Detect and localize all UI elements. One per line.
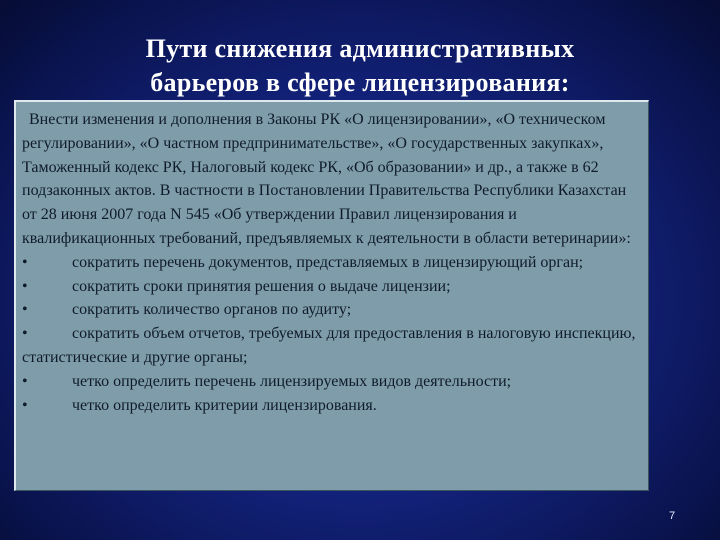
bullet-icon: • (22, 372, 28, 390)
bullet-item (22, 298, 642, 322)
bullet-item (22, 370, 642, 394)
slide-title-line-2: барьеров в сфере лицензирования: (150, 68, 570, 97)
bullet-icon: • (22, 396, 28, 414)
bullet-text: сократить количество органов по аудиту; (72, 301, 352, 319)
bullet-item (22, 394, 642, 418)
page-number: 7 (669, 510, 676, 522)
bullet-icon: • (22, 301, 28, 319)
bullet-icon: • (22, 253, 28, 271)
bullet-text: четко определить критерии лицензирования. (72, 396, 377, 414)
bullet-text: четко определить перечень лицензируемых видов деятельности; (72, 372, 512, 390)
bullet-text: сократить сроки принятия решения о выдаче лицензии; (72, 277, 451, 295)
content-text-box (14, 100, 649, 491)
bullet-icon: • (22, 325, 28, 343)
slide-title-line-1: Пути снижения административных (145, 34, 575, 63)
intro-paragraph: Внести изменения и дополнения в Законы РК «О лицензировании», «О техническом регулировании», «О частном предпринимательстве», «О государственных закупках», Таможенный кодекс РК, Налоговый кодекс РК, «Об образовании» и др., а также в 62 подзаконных актов. В частности в Постановлении Правительства Республики Казахстан от 28 июня 2007 года N 545 «Об утверждении Правил лицензирования и квалификационных требований, предъявляемых к деятельности в области ветеринарии»: (22, 111, 631, 247)
bullet-text: сократить перечень документов, представляемых в лицензирующий орган; (72, 253, 584, 271)
bullet-item (22, 275, 642, 299)
bullet-text: сократить объем отчетов, требуемых для предоставления в налоговую инспекцию, статистические и другие органы; (22, 325, 636, 366)
bullet-item (22, 322, 642, 370)
bullet-item (22, 251, 642, 275)
slide-title (40, 32, 680, 100)
bullet-icon: • (22, 277, 28, 295)
